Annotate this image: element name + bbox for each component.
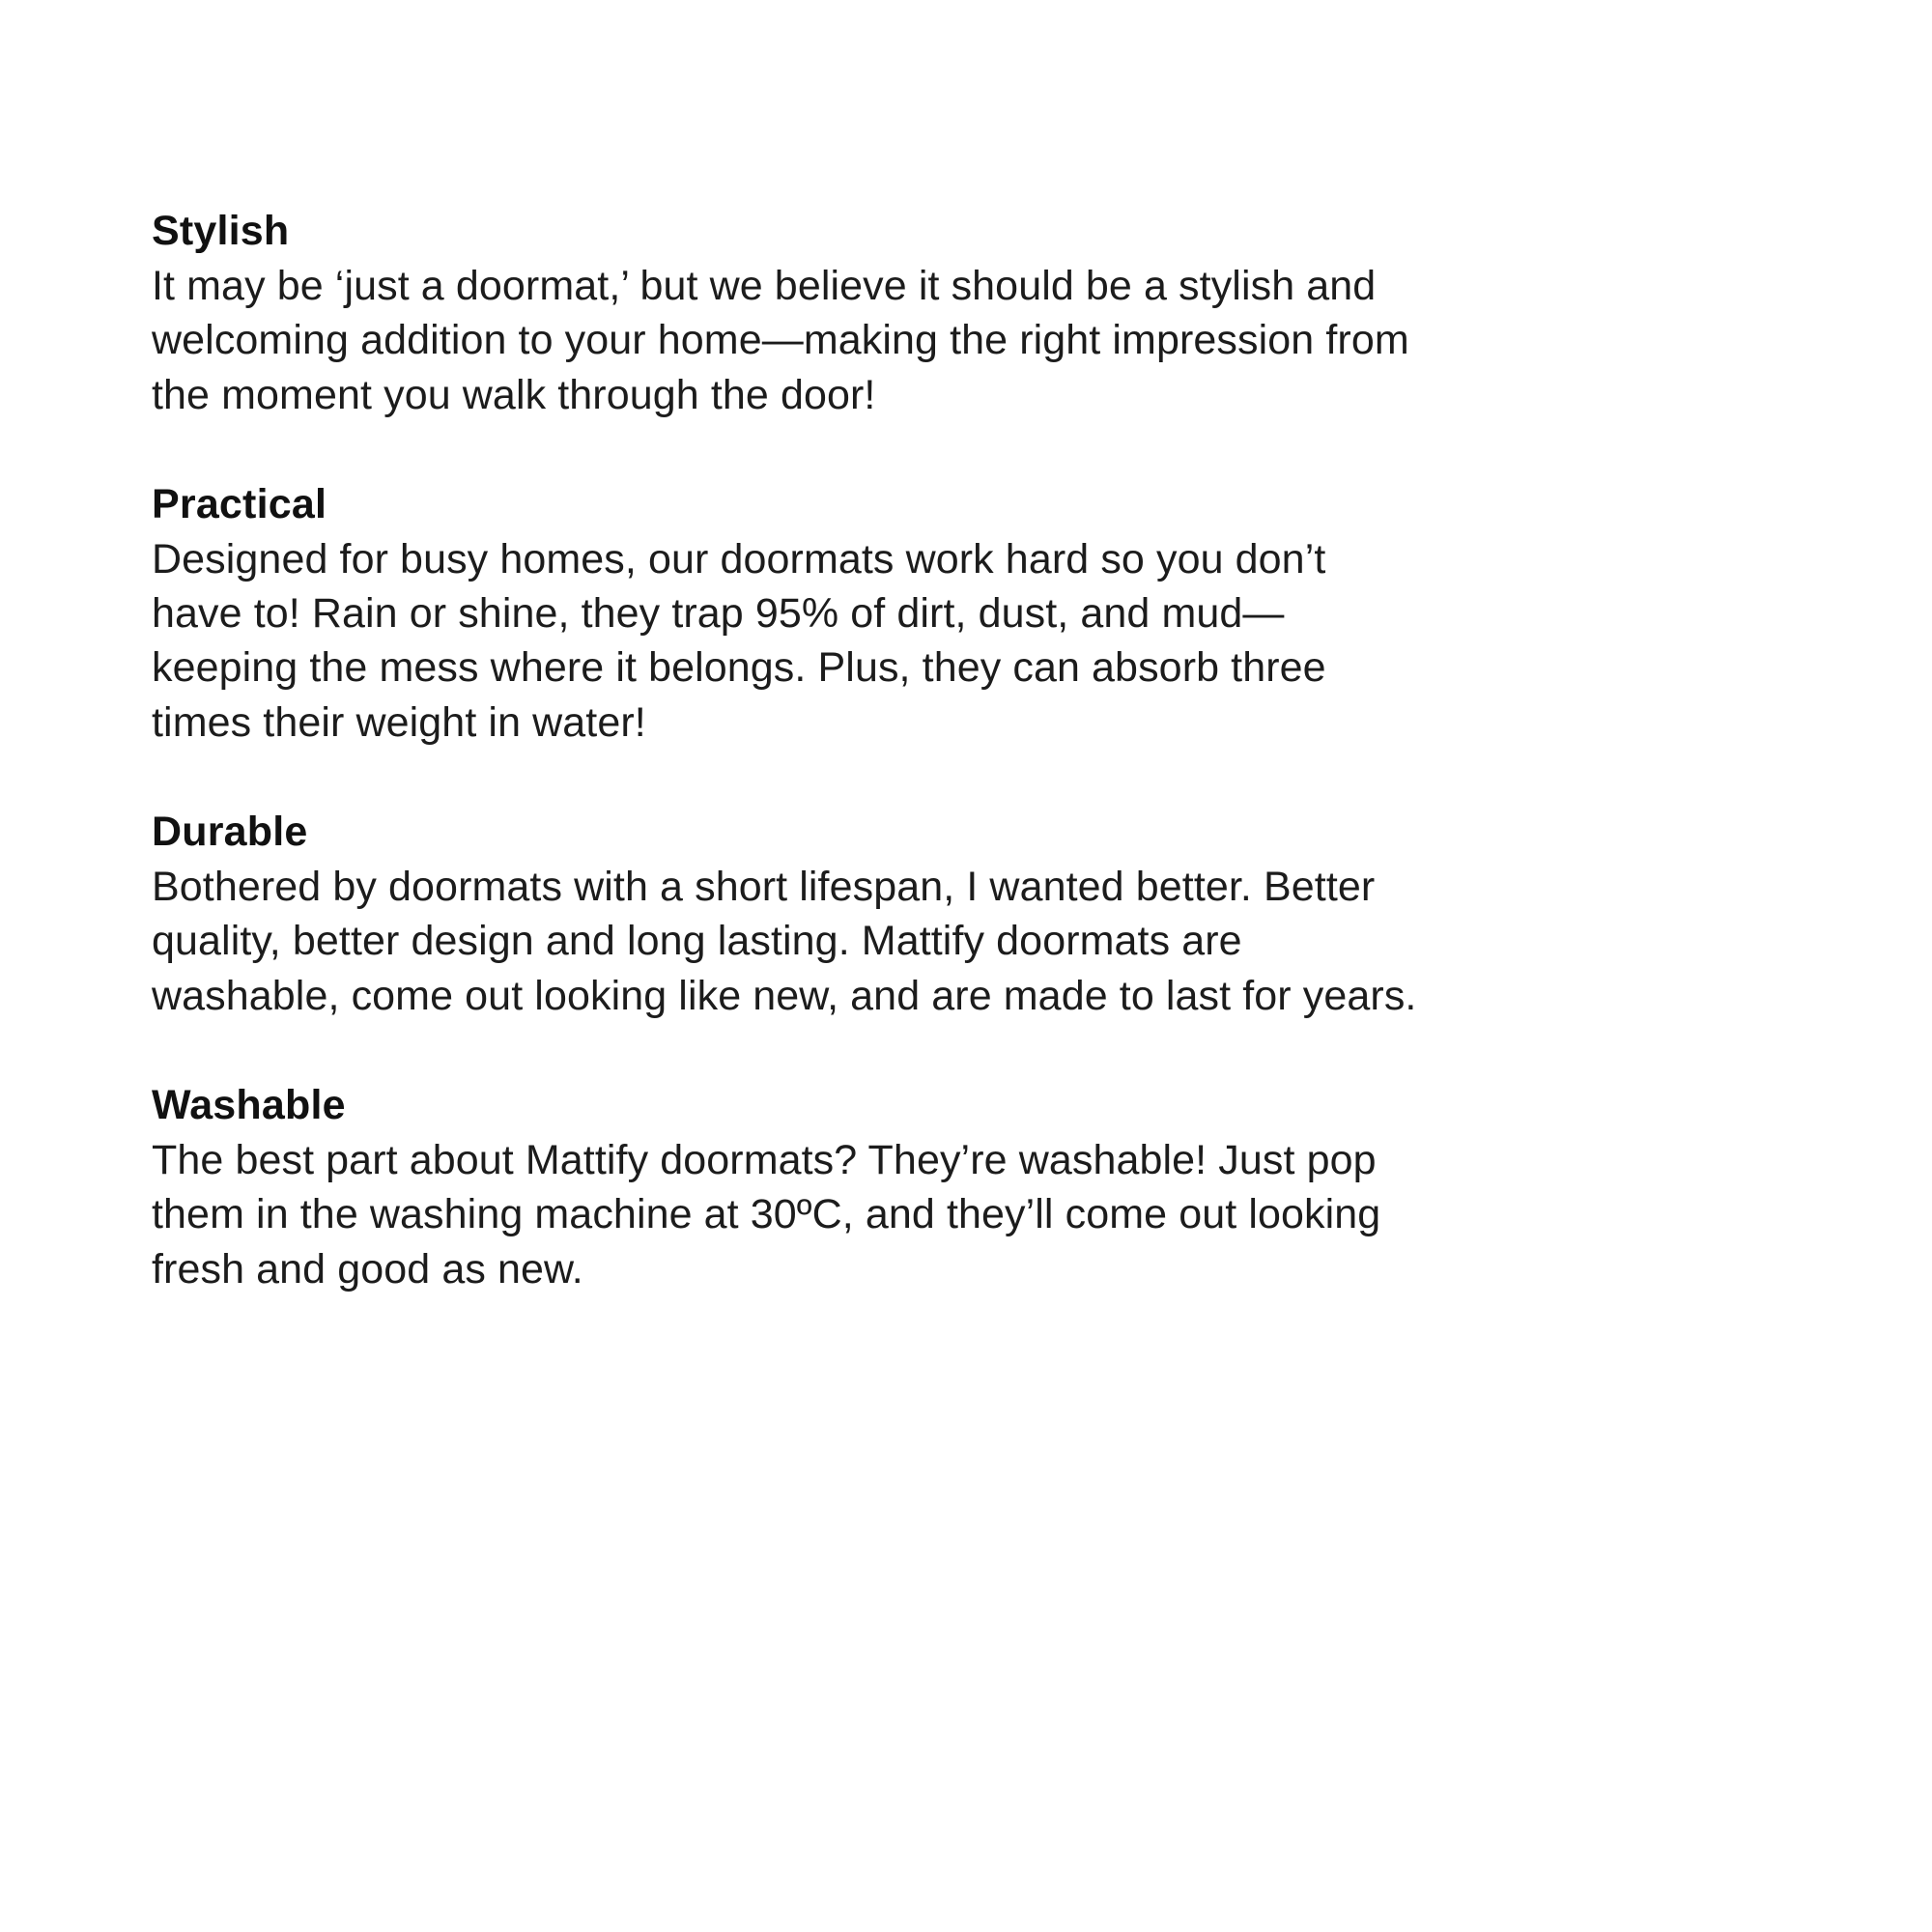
description-content bbox=[152, 205, 1417, 1296]
section-body-washable: The best part about Mattify doormats? They’re washable! Just pop them in the washing machine at 30ºC, and they’ll come out looking fresh and good as new. bbox=[152, 1136, 1381, 1293]
section-stylish bbox=[152, 205, 1417, 422]
section-heading-washable: Washable bbox=[152, 1081, 346, 1128]
section-heading-durable: Durable bbox=[152, 809, 308, 856]
section-heading-practical: Practical bbox=[152, 480, 327, 527]
section-heading-stylish: Stylish bbox=[152, 208, 290, 254]
section-body-practical: Designed for busy homes, our doormats work hard so you don’t have to! Rain or shine, they trap 95% of dirt, dust, and mud—keeping the mess where it belongs. Plus, they can absorb three times their weight in water! bbox=[152, 535, 1326, 746]
section-durable bbox=[152, 806, 1417, 1023]
section-washable bbox=[152, 1079, 1417, 1296]
section-practical bbox=[152, 478, 1417, 750]
section-body-stylish: It may be ‘just a doormat,’ but we believe it should be a stylish and welcoming addition to your home—making the right impression from the moment you walk through the door! bbox=[152, 262, 1409, 418]
section-body-durable: Bothered by doormats with a short lifespan, I wanted better. Better quality, better design and long lasting. Mattify doormats are washable, come out looking like new, and are made to last for years. bbox=[152, 863, 1417, 1019]
